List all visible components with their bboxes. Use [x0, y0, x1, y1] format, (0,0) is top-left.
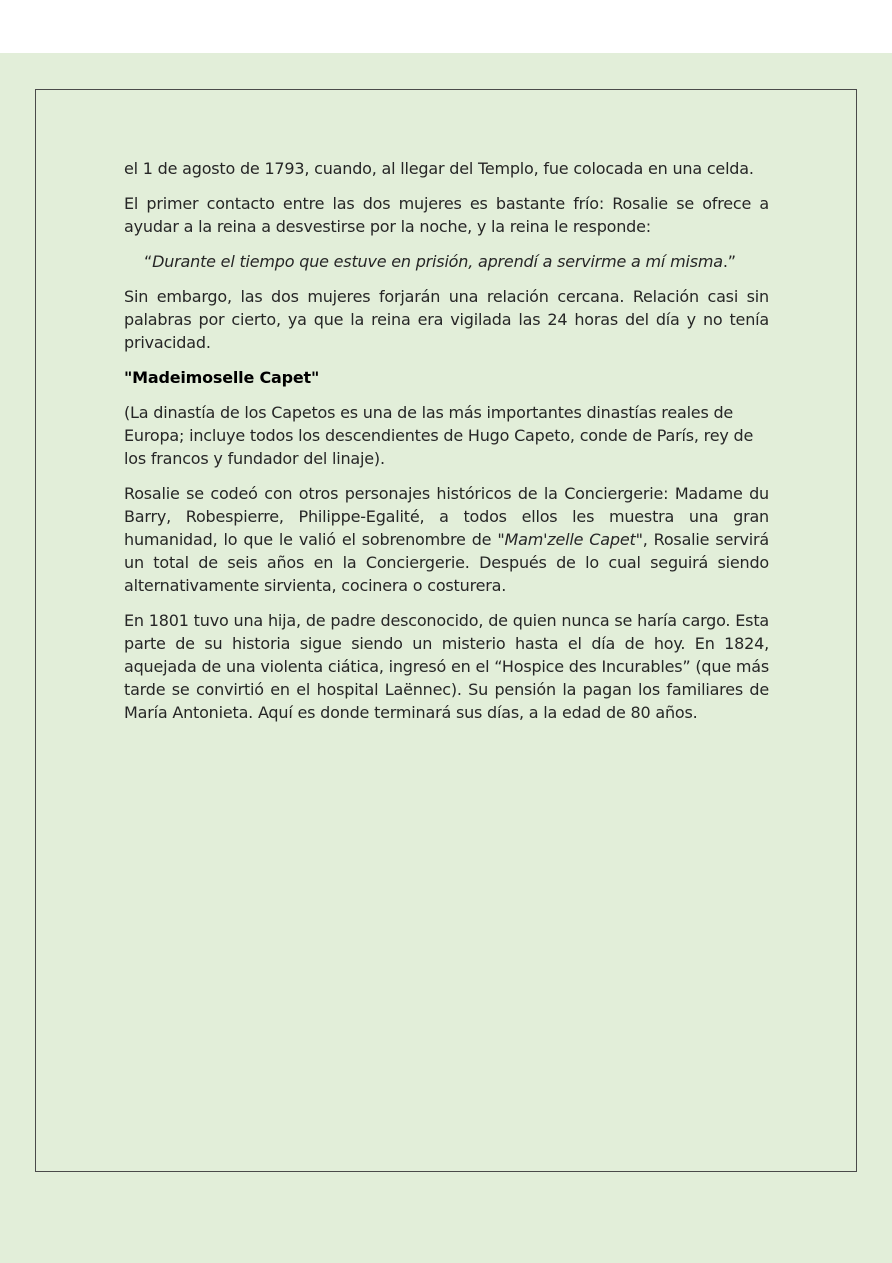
- quote-open-mark: “: [144, 252, 153, 271]
- quote-text: Durante el tiempo que estuve en prisión, aprendí a servirme a mí misma: [152, 252, 723, 271]
- document-body: [124, 157, 769, 736]
- paragraph-conciergerie-text-b: ", Rosalie servirá un total de seis años en la Conciergerie. Después de lo cual seguirá siendo alternativamente sirvienta, cocinera o costurera.: [124, 530, 769, 595]
- paragraph-conciergerie-text-a: Rosalie se codeó con otros personajes históricos de la Conciergerie: Madame du Barry, Robespierre, Philippe-Egalité, a todos ellos les muestra una gran humanidad, lo que le valió el sobrenombre de ": [124, 484, 769, 549]
- nickname-emphasis: Mam'zelle Capet: [504, 530, 636, 549]
- paragraph-conciergerie: [124, 482, 769, 597]
- paragraph-relationship: Sin embargo, las dos mujeres forjarán una relación cercana. Relación casi sin palabras por cierto, ya que la reina era vigilada las 24 horas del día y no tenía privacidad.: [124, 287, 769, 352]
- queen-quote: [124, 250, 769, 273]
- section-heading: "Madeimoselle Capet": [124, 368, 320, 387]
- paragraph-later-life: En 1801 tuvo una hija, de padre desconocido, de quien nunca se haría cargo. Esta parte de su historia sigue siendo un misterio hasta el día de hoy. En 1824, aquejada de una violenta ciática, ingresó en el “Hospice des Incurables” (que más tarde se convirtió en el hospital Laënnec). Su pensión la pagan los familiares de María Antonieta. Aquí es donde terminará sus días, a la edad de 80 años.: [124, 611, 769, 722]
- quote-close-mark: .”: [722, 252, 736, 271]
- paragraph-capetos: (La dinastía de los Capetos es una de las más importantes dinastías reales de Europa; incluye todos los descendientes de Hugo Capeto, conde de París, rey de los francos y fundador del linaje).: [124, 403, 754, 468]
- paragraph-first-contact: El primer contacto entre las dos mujeres es bastante frío: Rosalie se ofrece a ayudar a la reina a desvestirse por la noche, y la reina le responde:: [124, 194, 769, 236]
- paragraph-intro: el 1 de agosto de 1793, cuando, al llegar del Templo, fue colocada en una celda.: [124, 159, 754, 178]
